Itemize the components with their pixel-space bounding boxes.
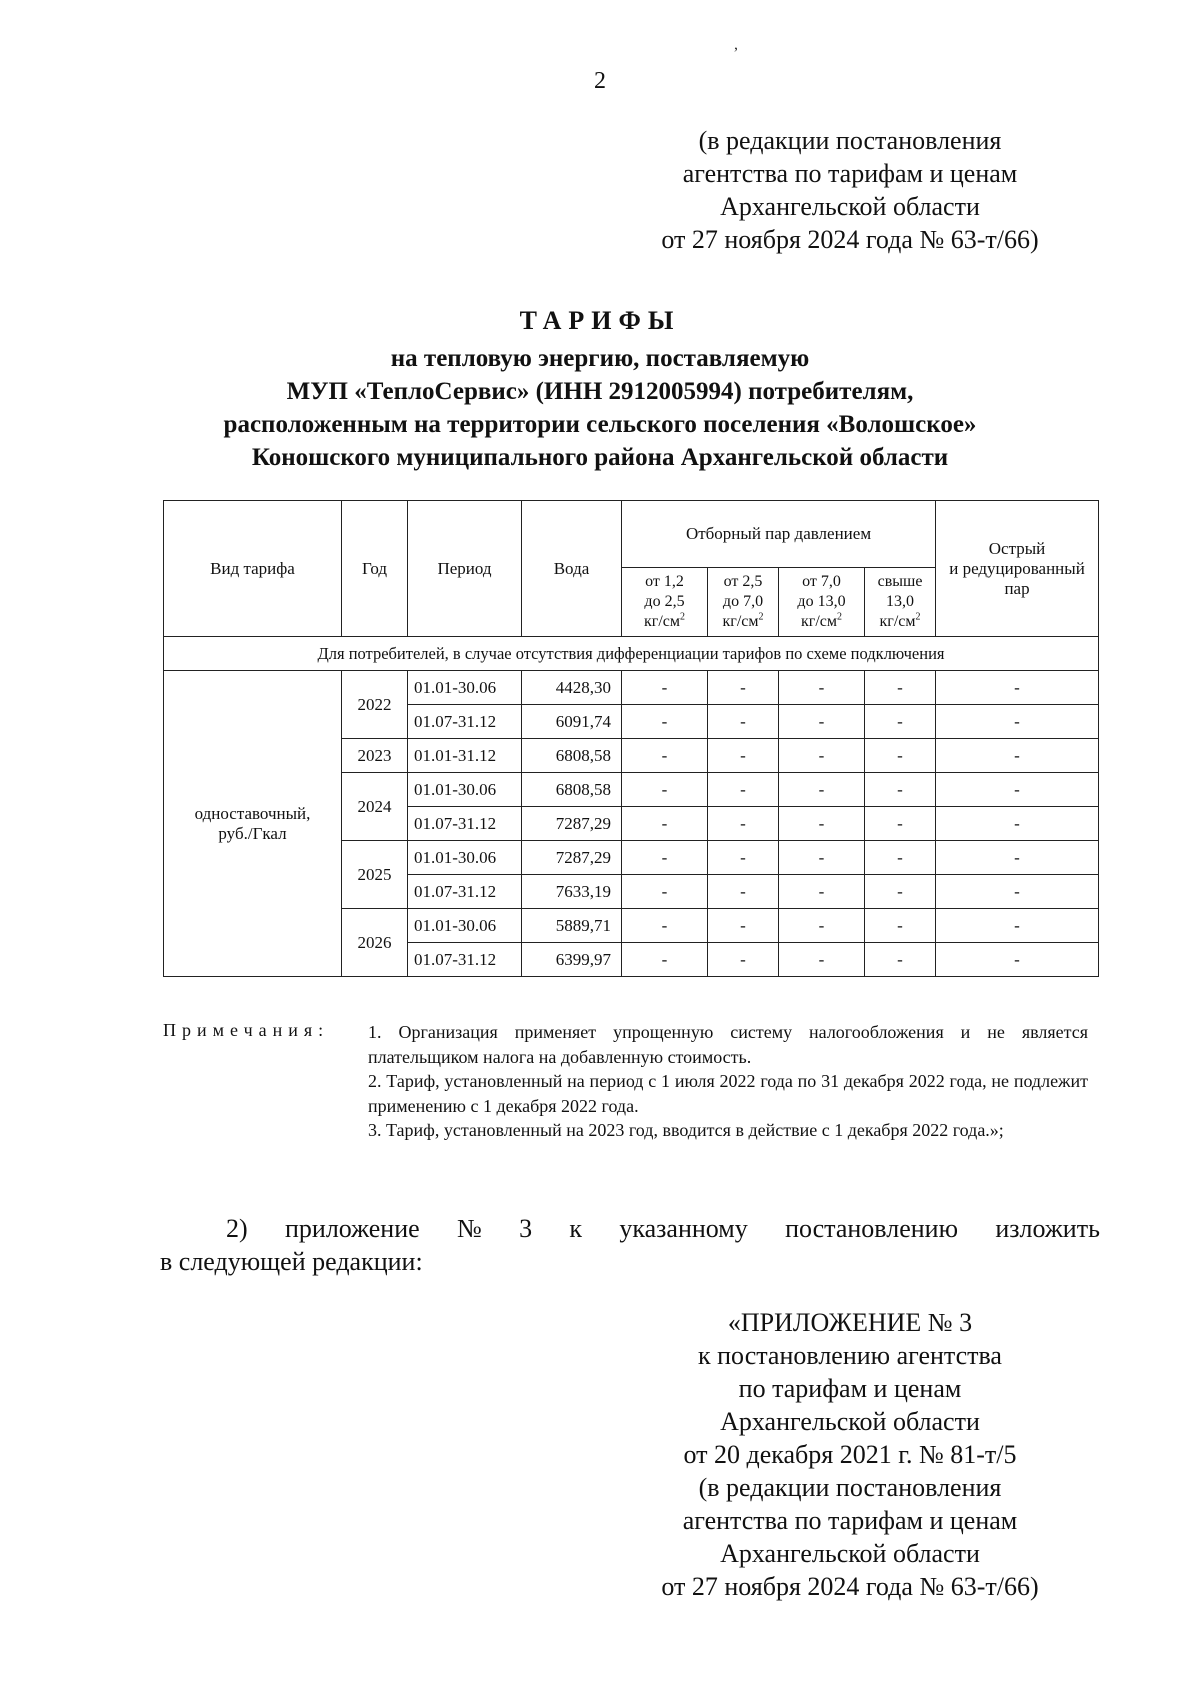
dash-cell: - bbox=[779, 739, 865, 773]
paragraph-word: к bbox=[569, 1214, 583, 1243]
dash-cell: - bbox=[865, 909, 936, 943]
header-sharp-steam-line: и редуцированный bbox=[949, 558, 1085, 578]
period-cell: 01.01-30.06 bbox=[408, 671, 522, 705]
unit-sup: 2 bbox=[837, 611, 842, 623]
steam-line: от 1,2 bbox=[645, 573, 684, 590]
water-cell: 6399,97 bbox=[522, 943, 622, 977]
dash-cell: - bbox=[779, 671, 865, 705]
water-cell: 6808,58 bbox=[522, 739, 622, 773]
steam-unit bbox=[708, 612, 778, 632]
dash-cell: - bbox=[779, 943, 865, 977]
dash-cell: - bbox=[622, 943, 708, 977]
dash-cell: - bbox=[865, 671, 936, 705]
dash-cell: - bbox=[865, 739, 936, 773]
dash-cell: - bbox=[936, 943, 1099, 977]
tariff-table bbox=[163, 500, 1099, 977]
paragraph-word: 3 bbox=[519, 1214, 533, 1243]
dash-cell: - bbox=[936, 773, 1099, 807]
page-number: 2 bbox=[594, 68, 606, 94]
appendix-line: «ПРИЛОЖЕНИЕ № 3 bbox=[727, 1308, 973, 1337]
dash-cell: - bbox=[622, 739, 708, 773]
note-item: 2. Тариф, установленный на период с 1 июля 2022 года по 31 декабря 2022 года, не подлежит применению с 1 декабря 2022 года. bbox=[368, 1071, 1088, 1116]
paragraph-word: приложение bbox=[284, 1214, 420, 1243]
appendix-header-block bbox=[600, 1306, 1100, 1603]
steam-line: от 7,0 bbox=[802, 573, 841, 590]
dash-cell: - bbox=[865, 875, 936, 909]
year-cell: 2026 bbox=[342, 909, 408, 977]
year-cell: 2022 bbox=[342, 671, 408, 739]
header-steam-3 bbox=[779, 568, 865, 637]
dash-cell: - bbox=[622, 807, 708, 841]
year-cell: 2024 bbox=[342, 773, 408, 841]
tariff-type-cell bbox=[164, 671, 342, 977]
water-cell: 4428,30 bbox=[522, 671, 622, 705]
water-cell: 6808,58 bbox=[522, 773, 622, 807]
dash-cell: - bbox=[622, 875, 708, 909]
edit-note-line: (в редакции постановления bbox=[698, 126, 1002, 155]
water-cell: 7287,29 bbox=[522, 841, 622, 875]
period-cell: 01.01-30.06 bbox=[408, 909, 522, 943]
unit-sup: 2 bbox=[915, 611, 921, 623]
dash-cell: - bbox=[936, 705, 1099, 739]
dash-cell: - bbox=[779, 841, 865, 875]
dash-cell: - bbox=[622, 909, 708, 943]
steam-unit bbox=[865, 612, 935, 632]
unit-text: кг/см bbox=[800, 613, 837, 630]
dash-cell: - bbox=[708, 739, 779, 773]
steam-line: свыше bbox=[877, 573, 923, 590]
dash-cell: - bbox=[708, 773, 779, 807]
steam-line: 13,0 bbox=[886, 593, 914, 610]
appendix-line: к постановлению агентства bbox=[698, 1341, 1002, 1370]
dash-cell: - bbox=[936, 671, 1099, 705]
header-steam-4 bbox=[865, 568, 936, 637]
header-period: Период bbox=[408, 501, 522, 637]
appendix-line: (в редакции постановления bbox=[698, 1473, 1002, 1502]
water-cell: 5889,71 bbox=[522, 909, 622, 943]
consumer-note-row: Для потребителей, в случае отсутствия дифференциации тарифов по схеме подключения bbox=[164, 637, 1099, 671]
dash-cell: - bbox=[936, 807, 1099, 841]
dash-cell: - bbox=[708, 943, 779, 977]
steam-unit bbox=[779, 612, 864, 632]
appendix-line: агентства по тарифам и ценам bbox=[682, 1506, 1018, 1535]
dash-cell: - bbox=[779, 807, 865, 841]
paragraph-line-2: в следующей редакции: bbox=[160, 1247, 423, 1276]
header-sharp-steam-line: пар bbox=[1004, 578, 1030, 598]
subtitle-line: расположенным на территории сельского поселения «Волошское» bbox=[223, 411, 977, 438]
dash-cell: - bbox=[708, 705, 779, 739]
stray-mark: , bbox=[734, 36, 738, 53]
period-cell: 01.07-31.12 bbox=[408, 807, 522, 841]
edit-note-line: Архангельской области bbox=[720, 192, 980, 221]
edit-note-line: агентства по тарифам и ценам bbox=[682, 159, 1018, 188]
dash-cell: - bbox=[622, 705, 708, 739]
period-cell: 01.01-30.06 bbox=[408, 773, 522, 807]
dash-cell: - bbox=[936, 875, 1099, 909]
note-item: 1. Организация применяет упрощенную систему налогообложения и не является плательщиком налога на добавленную стоимость. bbox=[368, 1022, 1088, 1067]
period-cell: 01.07-31.12 bbox=[408, 705, 522, 739]
dash-cell: - bbox=[779, 705, 865, 739]
unit-text: кг/см bbox=[722, 613, 759, 630]
period-cell: 01.01-31.12 bbox=[408, 739, 522, 773]
dash-cell: - bbox=[708, 671, 779, 705]
paragraph-word: № bbox=[456, 1214, 482, 1243]
steam-line: до 2,5 bbox=[644, 593, 685, 610]
dash-cell: - bbox=[865, 943, 936, 977]
amendment-paragraph bbox=[160, 1212, 1100, 1278]
period-cell: 01.07-31.12 bbox=[408, 875, 522, 909]
period-cell: 01.07-31.12 bbox=[408, 943, 522, 977]
document-subtitle bbox=[0, 342, 1200, 474]
notes-label: Примечания: bbox=[163, 1020, 330, 1040]
water-cell: 7633,19 bbox=[522, 875, 622, 909]
paragraph-word: изложить bbox=[995, 1214, 1100, 1243]
dash-cell: - bbox=[865, 705, 936, 739]
tariff-type-line: одноставочный, bbox=[194, 803, 311, 823]
dash-cell: - bbox=[936, 841, 1099, 875]
appendix-line: от 27 ноября 2024 года № 63-т/66) bbox=[661, 1572, 1039, 1601]
dash-cell: - bbox=[865, 807, 936, 841]
dash-cell: - bbox=[622, 841, 708, 875]
header-water: Вода bbox=[522, 501, 622, 637]
dash-cell: - bbox=[779, 773, 865, 807]
paragraph-word: 2) bbox=[226, 1214, 248, 1243]
appendix-line: по тарифам и ценам bbox=[738, 1374, 962, 1403]
water-cell: 7287,29 bbox=[522, 807, 622, 841]
header-sharp-steam bbox=[936, 501, 1099, 637]
dash-cell: - bbox=[622, 773, 708, 807]
dash-cell: - bbox=[865, 841, 936, 875]
paragraph-word: указанному bbox=[619, 1214, 748, 1243]
steam-line: от 2,5 bbox=[723, 573, 763, 590]
dash-cell: - bbox=[865, 773, 936, 807]
subtitle-line: на тепловую энергию, поставляемую bbox=[390, 345, 810, 372]
subtitle-line: МУП «ТеплоСервис» (ИНН 2912005994) потребителям, bbox=[286, 378, 914, 405]
unit-sup: 2 bbox=[680, 611, 685, 623]
steam-line: до 7,0 bbox=[722, 593, 764, 610]
subtitle-line: Коношского муниципального района Архангельской области bbox=[251, 444, 949, 471]
header-year: Год bbox=[342, 501, 408, 637]
document-title: ТАРИФЫ bbox=[519, 306, 681, 335]
dash-cell: - bbox=[708, 841, 779, 875]
dash-cell: - bbox=[779, 875, 865, 909]
appendix-line: от 20 декабря 2021 г. № 81-т/5 bbox=[683, 1440, 1017, 1469]
unit-sup: 2 bbox=[758, 611, 764, 623]
dash-cell: - bbox=[708, 875, 779, 909]
year-cell: 2023 bbox=[342, 739, 408, 773]
unit-text: кг/см bbox=[643, 613, 680, 630]
tariff-type-line: руб./Гкал bbox=[218, 823, 287, 843]
table-row bbox=[164, 671, 1099, 705]
dash-cell: - bbox=[936, 909, 1099, 943]
year-cell: 2025 bbox=[342, 841, 408, 909]
header-steam-1 bbox=[622, 568, 708, 637]
note-item: 3. Тариф, установленный на 2023 год, вводится в действие с 1 декабря 2022 года.»; bbox=[368, 1120, 1004, 1140]
unit-text: кг/см bbox=[879, 613, 916, 630]
header-tariff-type: Вид тарифа bbox=[164, 501, 342, 637]
dash-cell: - bbox=[779, 909, 865, 943]
dash-cell: - bbox=[708, 807, 779, 841]
appendix-line: Архангельской области bbox=[720, 1407, 980, 1436]
dash-cell: - bbox=[708, 909, 779, 943]
header-steam-group: Отборный пар давлением bbox=[622, 501, 936, 568]
paragraph-word: постановлению bbox=[785, 1214, 958, 1243]
header-steam-2 bbox=[708, 568, 779, 637]
edit-note-block bbox=[600, 124, 1100, 256]
dash-cell: - bbox=[936, 739, 1099, 773]
paragraph-line-1 bbox=[160, 1212, 1100, 1245]
appendix-line: Архангельской области bbox=[720, 1539, 980, 1568]
water-cell: 6091,74 bbox=[522, 705, 622, 739]
header-sharp-steam-line: Острый bbox=[988, 538, 1046, 558]
dash-cell: - bbox=[622, 671, 708, 705]
period-cell: 01.01-30.06 bbox=[408, 841, 522, 875]
steam-line: до 13,0 bbox=[797, 593, 846, 610]
notes-list bbox=[368, 1020, 1088, 1143]
steam-unit bbox=[622, 612, 707, 632]
edit-note-line: от 27 ноября 2024 года № 63-т/66) bbox=[661, 225, 1039, 254]
